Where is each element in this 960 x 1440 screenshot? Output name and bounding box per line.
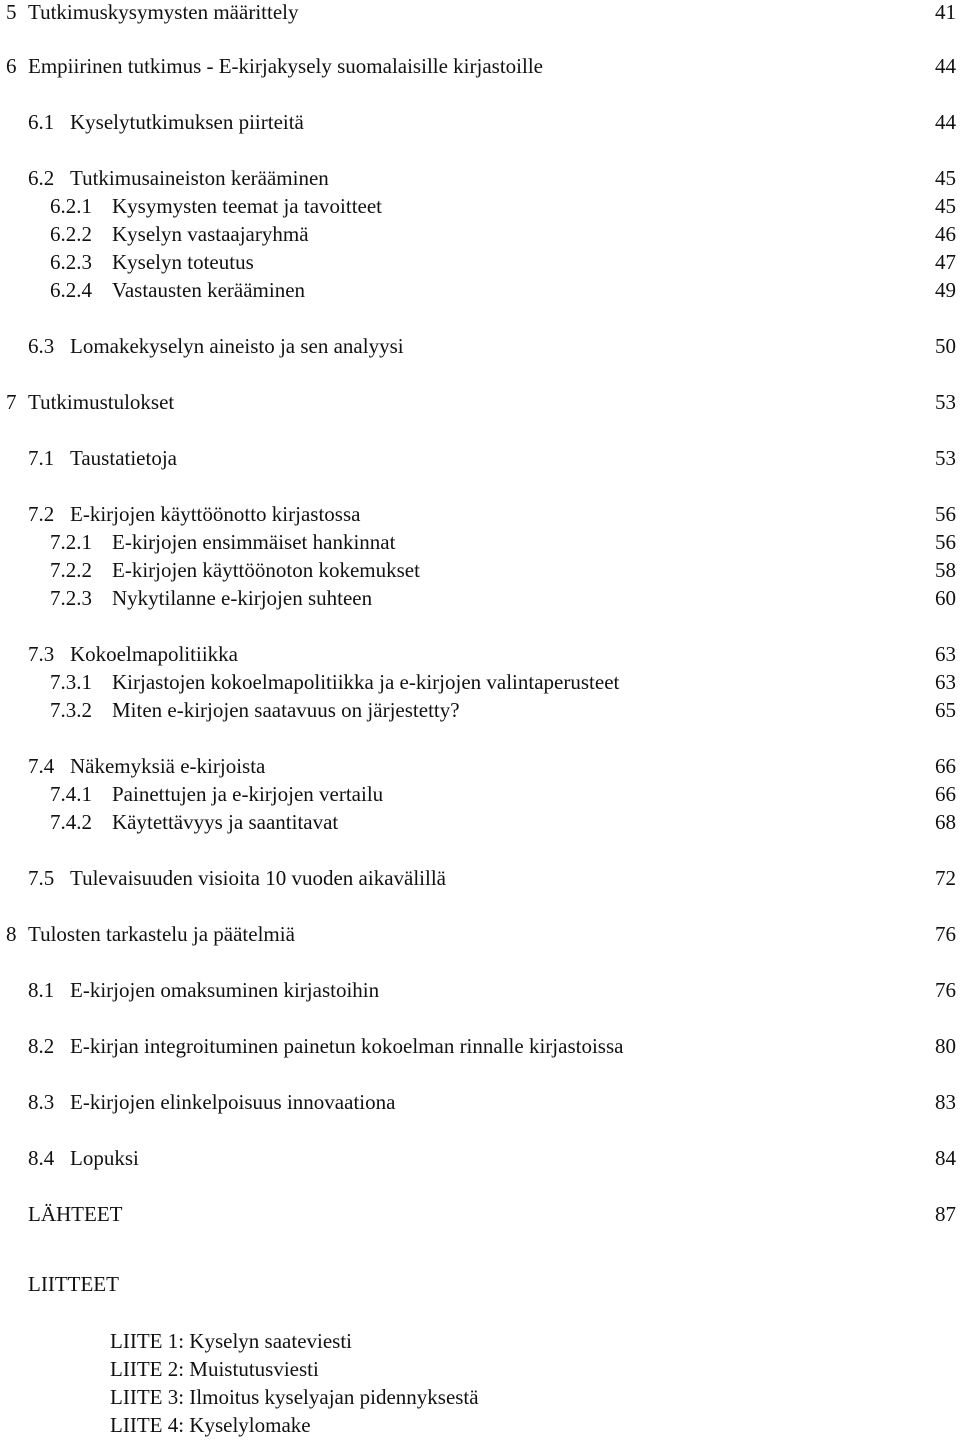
- toc-entry: [28, 334, 900, 358]
- toc-entry-title: Taustatietoja: [70, 446, 177, 470]
- toc-entry: [50, 222, 900, 246]
- toc-entry-title: E-kirjojen käyttöönoton kokemukset: [112, 558, 420, 582]
- toc-entry-page: 84: [935, 1146, 956, 1170]
- toc-entry-page: 76: [935, 922, 956, 946]
- toc-entry-page: 45: [935, 166, 956, 190]
- toc-entry: [28, 1034, 900, 1058]
- toc-entry-page: 41: [935, 0, 956, 24]
- toc-entry-title: E-kirjojen omaksuminen kirjastoihin: [70, 978, 380, 1002]
- toc-entry: [50, 810, 900, 834]
- toc-entry-number: 7.4: [28, 754, 55, 778]
- toc-entry: [28, 1146, 900, 1170]
- toc-entry-title: Kyselytutkimuksen piirteitä: [70, 110, 304, 134]
- toc-entry-number: 8.3: [28, 1090, 55, 1114]
- toc-entry: [50, 530, 900, 554]
- toc-entry: [28, 754, 900, 778]
- toc-entry-page: 50: [935, 334, 956, 358]
- toc-entry-number: 8.4: [28, 1146, 55, 1170]
- toc-entry: [6, 390, 900, 414]
- toc-entry-title: Kyselyn toteutus: [112, 250, 254, 274]
- toc-entry-page: 80: [935, 1034, 956, 1058]
- toc-entry-number: 7.3: [28, 642, 55, 666]
- toc-entry: [50, 558, 900, 582]
- toc-entry-number: 6.2: [28, 166, 55, 190]
- toc-entry-page: 63: [935, 642, 956, 666]
- toc-entry-page: 46: [935, 222, 956, 246]
- toc-entry: [28, 446, 900, 470]
- toc-entry-title: Lopuksi: [70, 1146, 139, 1170]
- toc-entry-title: Käytettävyys ja saantitavat: [112, 810, 339, 834]
- references-page: 87: [935, 1202, 956, 1226]
- toc-entry-number: 7.3.1: [50, 670, 92, 694]
- toc-entry: [28, 1090, 900, 1114]
- toc-entry-title: Nykytilanne e-kirjojen suhteen: [112, 586, 373, 610]
- toc-entry-page: 47: [935, 250, 956, 274]
- toc-entry-page: 72: [935, 866, 956, 890]
- toc-entry-title: Lomakekyselyn aineisto ja sen analyysi: [70, 334, 404, 358]
- toc-entry-title: E-kirjan integroituminen painetun kokoelman rinnalle kirjastoissa: [70, 1034, 624, 1058]
- appendix-item: LIITE 3: Ilmoitus kyselyajan pidennyksestä: [110, 1385, 479, 1409]
- toc-entry-number: 6.2.4: [50, 278, 92, 302]
- toc-entry-number: 7.2: [28, 502, 55, 526]
- toc-entry-number: 7.3.2: [50, 698, 92, 722]
- toc-entry-page: 76: [935, 978, 956, 1002]
- toc-entry: [28, 110, 900, 134]
- toc-entry: [50, 194, 900, 218]
- toc-entry-page: 65: [935, 698, 956, 722]
- toc-entry-title: Painettujen ja e-kirjojen vertailu: [112, 782, 384, 806]
- toc-entry-title: Tutkimustulokset: [28, 390, 175, 414]
- toc-entry: [28, 502, 900, 526]
- toc-entry-page: 66: [935, 754, 956, 778]
- toc-entry: [28, 978, 900, 1002]
- toc-entry-number: 6.3: [28, 334, 55, 358]
- appendix-item: LIITE 2: Muistutusviesti: [110, 1357, 319, 1381]
- toc-entry-number: 6: [6, 54, 17, 78]
- appendices-heading: LIITTEET: [28, 1272, 119, 1296]
- toc-entry-number: 8.2: [28, 1034, 55, 1058]
- toc-entry: [28, 642, 900, 666]
- toc-entry: [50, 278, 900, 302]
- toc-entry-number: 6.2.1: [50, 194, 92, 218]
- toc-entry-number: 5: [6, 0, 17, 24]
- toc-entry-page: 56: [935, 502, 956, 526]
- toc-entry-title: Tutkimuskysymysten määrittely: [28, 0, 299, 24]
- toc-entry-number: 7.5: [28, 866, 55, 890]
- toc-entry: [28, 866, 900, 890]
- toc-entry-number: 7.4.2: [50, 810, 92, 834]
- toc-entry-number: 8.1: [28, 978, 55, 1002]
- toc-entry-title: Tutkimusaineiston kerääminen: [70, 166, 329, 190]
- toc-entry-number: 8: [6, 922, 17, 946]
- toc-entry-number: 7.2.2: [50, 558, 92, 582]
- toc-entry-title: Vastausten kerääminen: [112, 278, 306, 302]
- toc-entry-page: 45: [935, 194, 956, 218]
- toc-entry-number: 6.2.2: [50, 222, 92, 246]
- toc-entry: [6, 0, 900, 24]
- toc-entry: [50, 782, 900, 806]
- toc-entry: [50, 250, 900, 274]
- toc-entry: [50, 670, 900, 694]
- toc-entry-number: 7.2.1: [50, 530, 92, 554]
- toc-entry: [50, 586, 900, 610]
- toc-entry-number: 7.1: [28, 446, 55, 470]
- toc-entry-title: Tulevaisuuden visioita 10 vuoden aikavälillä: [70, 866, 447, 890]
- toc-entry-title: E-kirjojen käyttöönotto kirjastossa: [70, 502, 361, 526]
- toc-entry: [6, 922, 900, 946]
- toc-entry-page: 60: [935, 586, 956, 610]
- toc-entry-number: 7: [6, 390, 17, 414]
- toc-entry-page: 83: [935, 1090, 956, 1114]
- references-heading: LÄHTEET: [28, 1202, 123, 1226]
- toc-entry-page: 66: [935, 782, 956, 806]
- appendix-item: LIITE 4: Kyselylomake: [110, 1413, 311, 1437]
- toc-entry-page: 44: [935, 110, 956, 134]
- toc-entry: [50, 698, 900, 722]
- toc-entry-page: 56: [935, 530, 956, 554]
- toc-entry-number: 7.2.3: [50, 586, 92, 610]
- toc-entry-title: Kyselyn vastaajaryhmä: [112, 222, 309, 246]
- toc-entry-title: E-kirjojen elinkelpoisuus innovaationa: [70, 1090, 396, 1114]
- toc-entry-number: 7.4.1: [50, 782, 92, 806]
- toc-entry-title: Tulosten tarkastelu ja päätelmiä: [28, 922, 295, 946]
- toc-entry-page: 53: [935, 446, 956, 470]
- toc-entry-page: 53: [935, 390, 956, 414]
- toc-entry-title: E-kirjojen ensimmäiset hankinnat: [112, 530, 396, 554]
- toc-entry-title: Näkemyksiä e-kirjoista: [70, 754, 266, 778]
- toc-entry-page: 49: [935, 278, 956, 302]
- toc-entry-page: 63: [935, 670, 956, 694]
- appendix-item: LIITE 1: Kyselyn saateviesti: [110, 1329, 353, 1353]
- toc-entry-page: 68: [935, 810, 956, 834]
- toc-entry-page: 58: [935, 558, 956, 582]
- toc-entry-number: 6.1: [28, 110, 55, 134]
- toc-entry-title: Kirjastojen kokoelmapolitiikka ja e-kirjojen valintaperusteet: [112, 670, 620, 694]
- toc-entry-title: Miten e-kirjojen saatavuus on järjestetty?: [112, 698, 460, 722]
- toc-entry-title: Kysymysten teemat ja tavoitteet: [112, 194, 383, 218]
- toc-entry: [6, 54, 900, 78]
- toc-entry-title: Empiirinen tutkimus - E-kirjakysely suomalaisille kirjastoille: [28, 54, 543, 78]
- toc-entry: [28, 166, 900, 190]
- toc-entry-page: 44: [935, 54, 956, 78]
- toc-entry-title: Kokoelmapolitiikka: [70, 642, 238, 666]
- toc-entry-number: 6.2.3: [50, 250, 92, 274]
